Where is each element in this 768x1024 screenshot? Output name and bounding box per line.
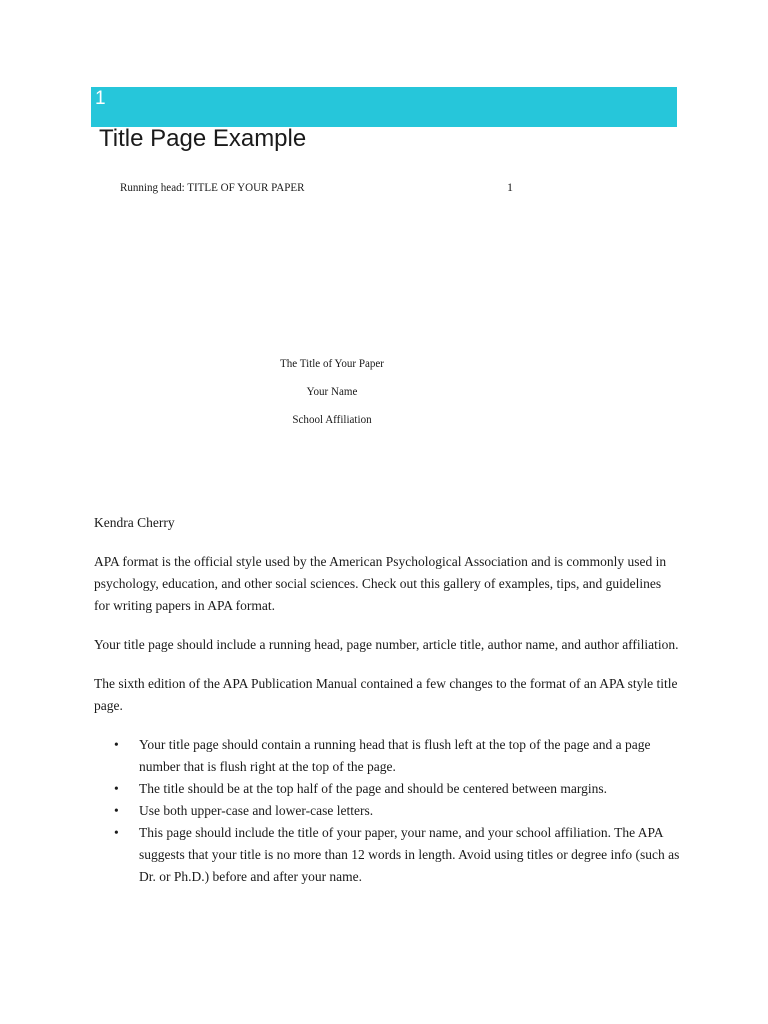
list-item <box>94 778 680 800</box>
list-item <box>94 800 680 822</box>
bullet-icon: • <box>114 781 119 796</box>
sample-author-name: Your Name <box>306 384 358 398</box>
list-item-text: The title should be at the top half of the page and should be centered between margins. <box>139 781 607 796</box>
header-page-number: 1 <box>95 88 106 109</box>
list-item-text: Use both upper-case and lower-case letters. <box>139 803 374 818</box>
bullet-icon: • <box>114 825 119 840</box>
list-item <box>94 822 680 888</box>
sample-paper-title: The Title of Your Paper <box>280 356 384 370</box>
bullet-icon: • <box>114 737 119 752</box>
running-head: Running head: TITLE OF YOUR PAPER <box>120 180 305 194</box>
paragraph-title-page-contents: Your title page should include a running head, page number, article title, author name, and author affiliation. <box>94 637 679 652</box>
sample-title-page <box>0 0 768 440</box>
bullet-icon: • <box>114 803 119 818</box>
list-item-text: This page should include the title of your paper, your name, and your school affiliation. The APA suggests that your title is no more than 12 words in length. Avoid using titles or degree info (such as Dr. or Ph.D.) before and after your name. <box>139 825 680 884</box>
list-item <box>94 734 680 778</box>
paragraph-sixth-edition: The sixth edition of the APA Publication Manual contained a few changes to the format of an APA style title page. <box>94 676 678 713</box>
paragraph-intro: APA format is the official style used by the American Psychological Association and is commonly used in psychology, education, and other social sciences. Check out this gallery of examples, tips, and guidelines for writing papers in APA format. <box>94 554 667 613</box>
list-item-text: Your title page should contain a running head that is flush left at the top of the page and a page number that is flush right at the top of the page. <box>139 737 651 774</box>
page-title: Title Page Example <box>99 125 307 152</box>
author-byline: Kendra Cherry <box>94 515 175 530</box>
guidelines-list <box>94 734 680 888</box>
article-body <box>94 512 680 888</box>
sample-page-number: 1 <box>507 180 513 194</box>
sample-school-affiliation: School Affiliation <box>292 412 372 426</box>
